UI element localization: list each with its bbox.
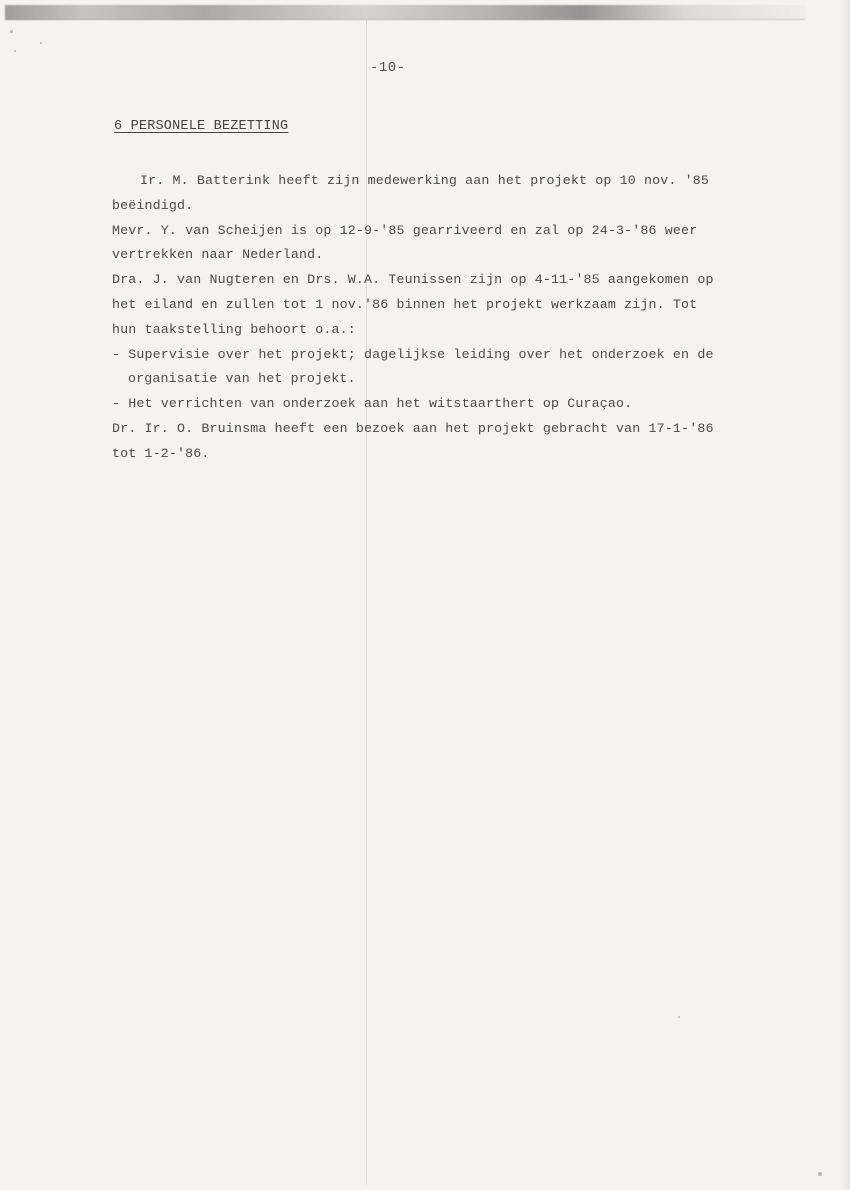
text-line: Mevr. Y. van Scheijen is op 12-9-'85 gearriveerd en zal op 24-3-'86 weer xyxy=(112,222,698,238)
bullet-item: - Het verrichten van onderzoek aan het witstaarthert op Curaçao. xyxy=(112,396,633,412)
text-line: beëindigd. xyxy=(112,197,194,213)
scan-speck xyxy=(40,42,42,44)
text-line: het eiland en zullen tot 1 nov.'86 binnen het projekt werkzaam zijn. Tot xyxy=(112,296,698,312)
section-heading: 6 PERSONELE BEZETTING xyxy=(114,119,289,134)
text-line: Ir. M. Batterink heeft zijn medewerking aan het projekt op 10 nov. '85 xyxy=(140,173,710,188)
text-line: vertrekken naar Nederland. xyxy=(112,247,324,263)
body-text xyxy=(112,169,752,467)
scan-speck xyxy=(678,1016,680,1018)
paper-edge-shadow xyxy=(840,0,850,1190)
scan-speck xyxy=(10,30,13,33)
text-line: tot 1-2-'86. xyxy=(112,445,210,461)
page-number: -10- xyxy=(370,60,406,76)
scan-speck xyxy=(14,50,16,52)
bullet-item: - Supervisie over het projekt; dagelijkse leiding over het onderzoek en de xyxy=(112,346,714,362)
bullet-item-continuation: organisatie van het projekt. xyxy=(128,371,356,387)
text-line: hun taakstelling behoort o.a.: xyxy=(112,321,356,337)
scan-speck xyxy=(818,1172,822,1176)
text-line: Dra. J. van Nugteren en Drs. W.A. Teunissen zijn op 4-11-'85 aangekomen op xyxy=(112,272,714,288)
text-line: Dr. Ir. O. Bruinsma heeft een bezoek aan het projekt gebracht van 17-1-'86 xyxy=(112,420,714,436)
scan-artifact-strip xyxy=(5,5,805,20)
